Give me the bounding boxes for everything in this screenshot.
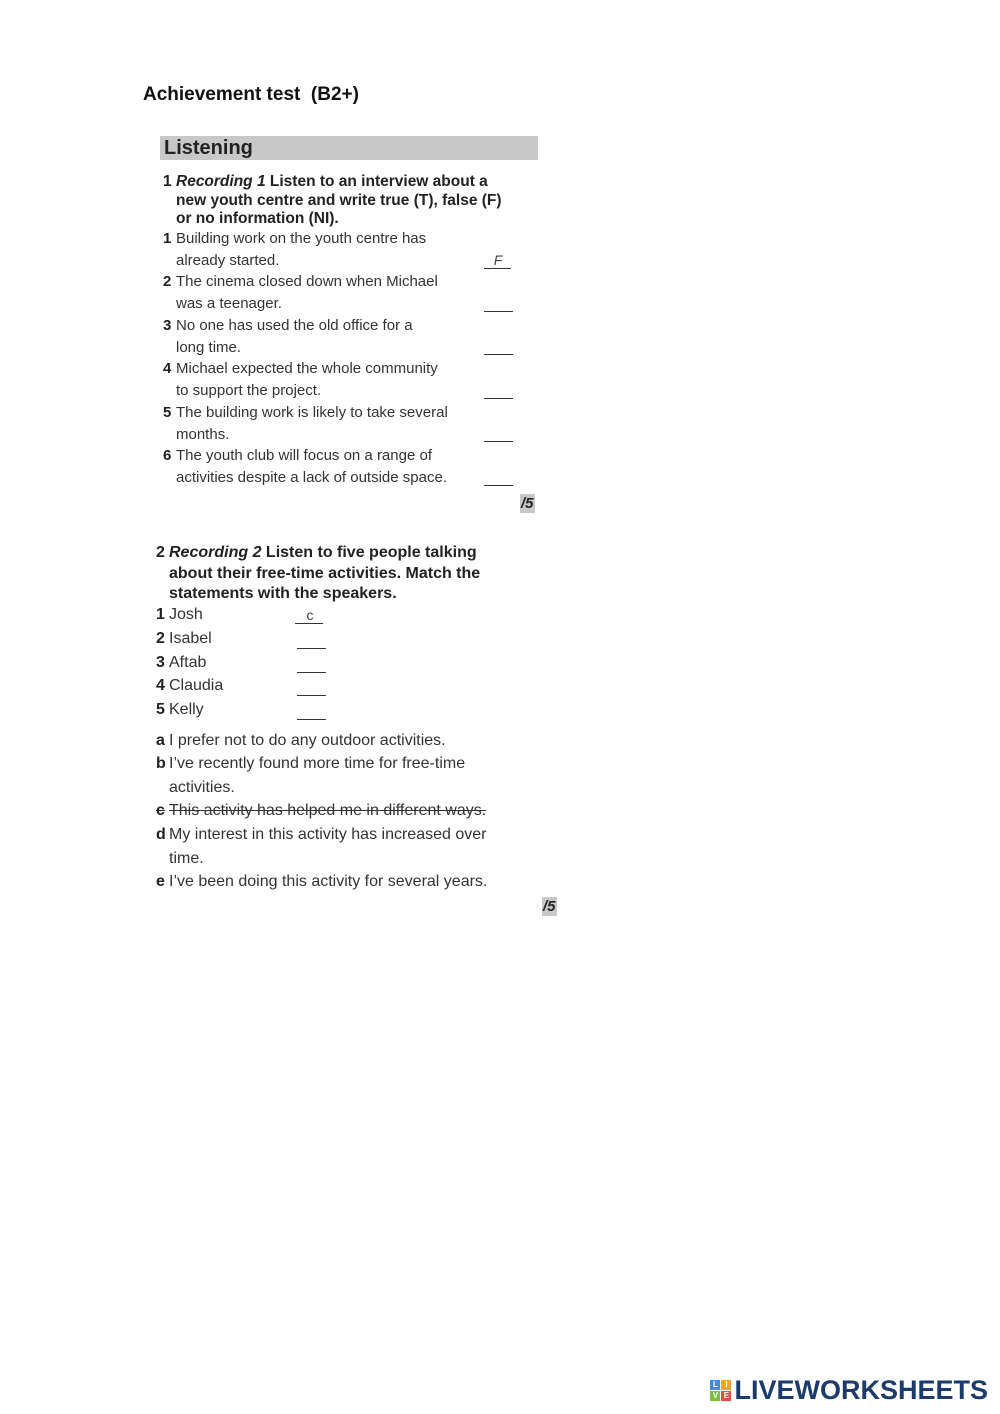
exercise2-score: /5 [543, 898, 556, 915]
speaker-name: Josh [169, 606, 203, 623]
statement-text-line1: I prefer not to do any outdoor activities. [169, 732, 446, 749]
statement-d [156, 823, 536, 871]
logo-letter: V [710, 1391, 720, 1401]
exercise1-score: /5 [521, 495, 534, 512]
logo-letter: E [721, 1391, 731, 1401]
brand-name: LIVEWORKSHEETS [734, 1374, 988, 1405]
speaker-number: 2 [156, 630, 165, 647]
speaker-number: 3 [156, 654, 165, 671]
statement-letter: c [156, 802, 165, 819]
section-title: Listening [164, 137, 253, 159]
statement-c-used-example [156, 799, 536, 823]
item-text-line1: No one has used the old office for a [176, 317, 413, 334]
item-number: 2 [163, 273, 172, 290]
statement-b [156, 752, 536, 800]
exercise1-answer-1[interactable]: F [493, 252, 503, 268]
answer-blank [297, 719, 326, 720]
logo-letter: I [721, 1380, 731, 1390]
answer-blank [484, 485, 513, 486]
speaker-name: Kelly [169, 701, 204, 718]
item-number: 4 [163, 360, 172, 377]
exercise1-item [163, 445, 523, 489]
speaker-row [156, 699, 296, 723]
answer-blank [484, 354, 513, 355]
item-text-line2: to support the project. [176, 382, 322, 399]
exercise1-instruction-line3: or no information (NI). [176, 210, 339, 227]
item-text-line2: already started. [176, 252, 280, 269]
item-text-line2: was a teenager. [176, 295, 282, 312]
item-text-line1: Michael expected the whole community [176, 360, 438, 377]
item-text-line1: Building work on the youth centre has [176, 230, 427, 247]
exercise1-instruction-line1: Listen to an interview about a [269, 173, 488, 190]
speaker-number: 5 [156, 701, 165, 718]
answer-blank [295, 623, 323, 624]
answer-blank [297, 695, 326, 696]
answer-blank [297, 648, 326, 649]
statement-text-line1: I’ve recently found more time for free-time [169, 755, 466, 772]
answer-blank [297, 672, 326, 673]
exercise1-item [163, 315, 523, 359]
answer-blank [484, 268, 511, 269]
statement-letter: a [156, 732, 165, 749]
exercise2-answer-1[interactable]: c [306, 607, 314, 623]
exercise1-item [163, 358, 523, 402]
exercise1-item [163, 228, 523, 272]
speaker-name: Isabel [169, 630, 212, 647]
page-title: Achievement test (B2+) [143, 84, 359, 105]
statement-text-line2: activities. [169, 778, 235, 796]
brand-grid-icon [710, 1380, 731, 1401]
speaker-number: 4 [156, 677, 165, 694]
speaker-row [156, 652, 296, 676]
exercise1-item [163, 271, 523, 315]
speaker-name: Aftab [169, 654, 207, 671]
statement-a [156, 729, 536, 753]
speaker-name: Claudia [169, 677, 224, 694]
statement-text-line1: This activity has helped me in different ways. [169, 802, 487, 819]
exercise1-instruction [163, 172, 543, 232]
exercise2-recording: Recording 2 [169, 544, 262, 561]
item-text-line1: The building work is likely to take several [176, 404, 448, 421]
exercise2-instruction [156, 543, 536, 607]
item-number: 1 [163, 230, 172, 247]
exercise1-item [163, 402, 523, 446]
exercise2-instruction-line2: about their free-time activities. Match the [169, 564, 481, 582]
item-number: 5 [163, 404, 172, 421]
item-text-line2: months. [176, 426, 230, 443]
speaker-number: 1 [156, 606, 165, 623]
answer-blank [484, 311, 513, 312]
statement-text-line1: My interest in this activity has increased over [169, 826, 487, 843]
item-text-line1: The youth club will focus on a range of [176, 447, 432, 464]
item-number: 3 [163, 317, 172, 334]
exercise1-number: 1 [163, 173, 172, 190]
exercise2-instruction-line1: Listen to five people talking [265, 544, 477, 561]
item-text-line1: The cinema closed down when Michael [176, 273, 438, 290]
speaker-row [156, 628, 296, 652]
statement-e [156, 870, 536, 894]
exercise1-instruction-line2: new youth centre and write true (T), false (F) [176, 192, 502, 209]
exercise2-number: 2 [156, 544, 165, 561]
answer-blank [484, 441, 513, 442]
statement-text-line1: I’ve been doing this activity for several years. [169, 873, 488, 890]
section-header-listening [160, 136, 538, 160]
statement-text-line2: time. [169, 849, 204, 867]
statement-letter: b [156, 755, 166, 772]
exercise2-instruction-line3: statements with the speakers. [169, 585, 397, 602]
item-number: 6 [163, 447, 172, 464]
speaker-row [156, 604, 296, 628]
liveworksheets-logo [710, 1376, 988, 1404]
statement-letter: d [156, 826, 166, 843]
logo-letter: L [710, 1380, 720, 1390]
item-text-line2: long time. [176, 339, 242, 356]
statement-letter: e [156, 873, 165, 890]
exercise1-recording: Recording 1 [176, 173, 266, 190]
speaker-row [156, 675, 296, 699]
answer-blank [484, 398, 513, 399]
item-text-line2: activities despite a lack of outside space. [176, 469, 447, 486]
